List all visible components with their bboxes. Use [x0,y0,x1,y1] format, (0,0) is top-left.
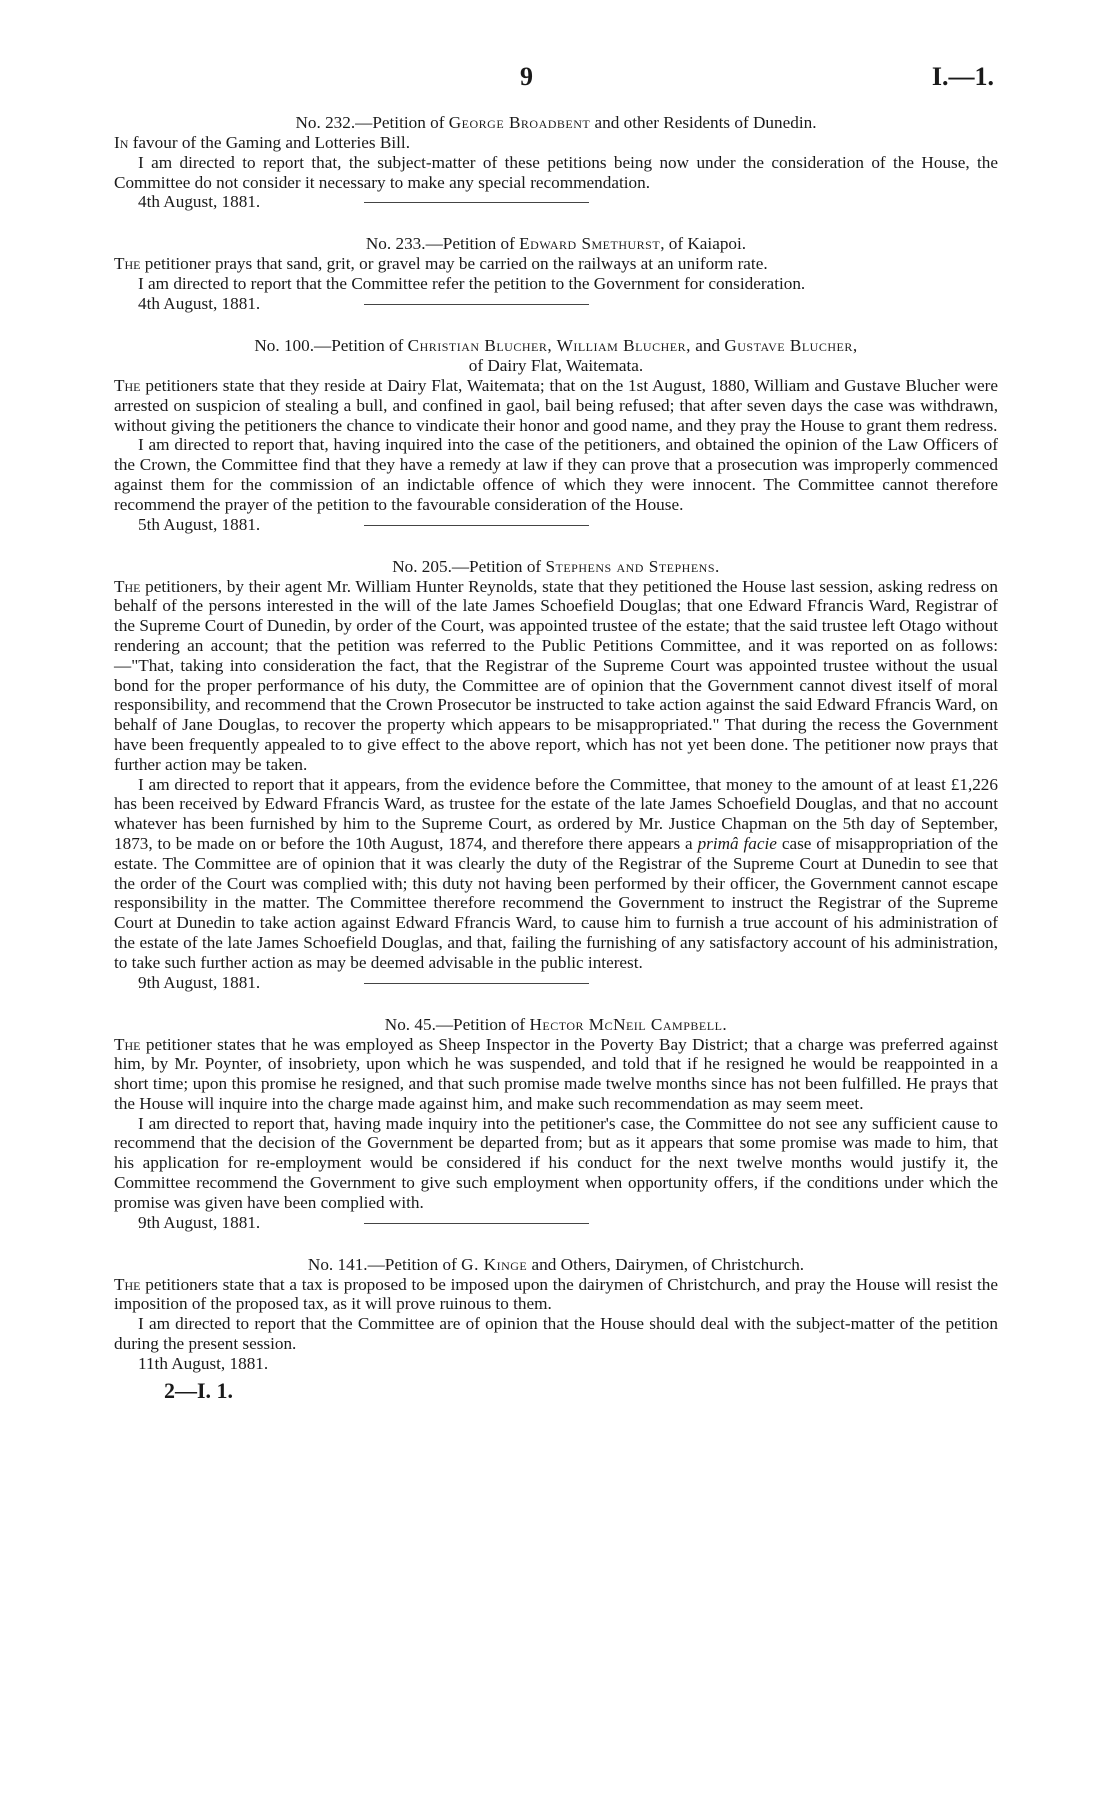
page-number: 9 [520,62,533,91]
petition-summary: The petitioners state that they reside at Dairy Flat, Waitemata; that on the 1st August, 1880, William and Gustave Blucher were arrested on suspicion of stealing a bull, and confined in gaol, bail being refused; that after seven days the case was withdrawn, without giving the petitioners the chance to vindicate their honor and good name, and they pray the House to grant them redress. [114,375,998,435]
separator-rule [364,1223,589,1224]
separator-rule [364,525,589,526]
petition-heading: No. 45.—Petition of Hector McNeil Campbell. [384,1014,728,1034]
committee-report: I am directed to report that the Committee refer the petition to the Government for consideration. [138,274,806,294]
separator-rule [364,202,589,203]
committee-report: I am directed to report that it appears, from the evidence before the Committee, that money to the amount of at least £1,226 has been received by Edward Ffrancis Ward, as trustee for the estate of the late James Schoefield Douglas, and that no account whatever has been furnished by him to the Supreme Court, as ordered by Mr. Justice Chapman on the 5th day of September, 1873, to be made on or before the 10th August, 1874, and therefore there appears a primâ facie case of misappropriation of the estate. The Committee are of opinion that it was clearly the duty of the Registrar of the Supreme Court at Dunedin to see that the order of the Court was complied with; this duty not having been performed by their officer, the Government cannot escape responsibility in the matter. The Committee therefore recommend the Government to instruct the Registrar of the Supreme Court at Dunedin to take action against Edward Ffrancis Ward, to cause him to furnish a true account of his administration of the estate of the late James Schoefield Douglas, and that, failing the furnishing of any satisfactory account of his administration, to take such further action as may be deemed advisable in the public interest. [114,774,998,972]
petition-section [114,336,998,535]
petition-section [114,557,998,993]
petition-heading: No. 141.—Petition of G. Kinge and Others, Dairymen, of Christchurch. [307,1254,805,1274]
petition-section [114,234,998,314]
signature-mark: 2—I. 1. [164,1377,234,1403]
petition-summary: The petitioner prays that sand, grit, or gravel may be carried on the railways at an uniform rate. [114,254,768,274]
committee-report: I am directed to report that the Committee are of opinion that the House should deal with the subject-matter of the petition during the present session. [114,1314,998,1354]
page-header [0,62,1114,102]
report-date: 5th August, 1881. [114,515,998,535]
report-date: 4th August, 1881. [114,192,998,212]
paper-reference: I.—1. [931,62,994,91]
committee-report: I am directed to report that, having inquired into the case of the petitioners, and obtained the opinion of the Law Officers of the Crown, the Committee find that they have a remedy at law if they can prove that a prosecution was improperly commenced against them for the commission of an indictable offence of which they were innocent. The Committee cannot therefore recommend the prayer of the petition to the favourable consideration of the House. [114,435,998,514]
report-date: 9th August, 1881. [114,1213,998,1233]
petition-section [114,1015,998,1233]
separator-rule [364,983,589,984]
petition-summary: The petitioner states that he was employed as Sheep Inspector in the Poverty Bay District; that a charge was preferred against him, by Mr. Poynter, of insobriety, upon which he was suspended, and told that if he resigned he would be reappointed in a short time; upon this promise he resigned, and that such promise made twelve months since has not been fulfilled. He prays that the House will inquire into the charge made against him, and make such recommendation as may seem meet. [114,1034,998,1113]
committee-report: I am directed to report that, having made inquiry into the petitioner's case, the Committee do not see any sufficient cause to recommend that the decision of the Government be departed from; but as it appears that some promise was made to him, that his application for re-employment would be considered if his conduct for the next twelve months would justify it, the Committee recommend the Government to give such employment when opportunity offers, if the conditions under which the promise was given have been complied with. [114,1113,998,1212]
committee-report: I am directed to report that, the subject-matter of these petitions being now under the consideration of the House, the Committee do not consider it necessary to make any special recommendation. [114,152,998,192]
petition-section [114,1255,998,1374]
separator-rule [364,304,589,305]
petition-heading: No. 232.—Petition of George Broadbent and other Residents of Dunedin. [295,113,817,132]
report-date: 11th August, 1881. [138,1353,269,1373]
petition-heading: No. 100.—Petition of Christian Blucher, William Blucher, and Gustave Blucher, [254,335,858,355]
document-body [114,113,998,1404]
petition-heading-line2: of Dairy Flat, Waitemata. [468,355,644,375]
petition-heading: No. 233.—Petition of Edward Smethurst, of Kaiapoi. [365,234,747,254]
petition-heading: No. 205.—Petition of Stephens and Stephens. [392,556,720,576]
petition-summary: The petitioners state that a tax is proposed to be imposed upon the dairymen of Christchurch, and pray the House will resist the imposition of the proposed tax, as it will prove ruinous to them. [114,1274,998,1314]
petition-summary: In favour of the Gaming and Lotteries Bill. [114,133,411,152]
petition-section [114,113,998,212]
report-date: 4th August, 1881. [114,294,998,314]
report-date: 9th August, 1881. [114,973,998,993]
petition-summary: The petitioners, by their agent Mr. William Hunter Reynolds, state that they petitioned the House last session, asking redress on behalf of the persons interested in the will of the late James Schoefield Douglas; that one Edward Ffrancis Ward, Registrar of the Supreme Court of Dunedin, by order of the Court, was appointed trustee of the estate; that the said trustee left Otago without rendering an account; that the petition was referred to the Public Petitions Committee, and it was reported on as follows:—"That, taking into consideration the fact, that the Registrar of the Supreme Court was appointed trustee without the usual bond for the proper performance of his duty, the Committee are of opinion that the Government cannot divest itself of moral responsibility, and recommend that the Crown Prosecutor be instructed to take action against the said Edward Ffrancis Ward, on behalf of Jane Douglas, to recover the property which appears to be misappropriated." That during the recess the Government have been frequently appealed to to give effect to the above report, which has not yet been done. The petitioner now prays that further action may be taken. [114,576,998,774]
